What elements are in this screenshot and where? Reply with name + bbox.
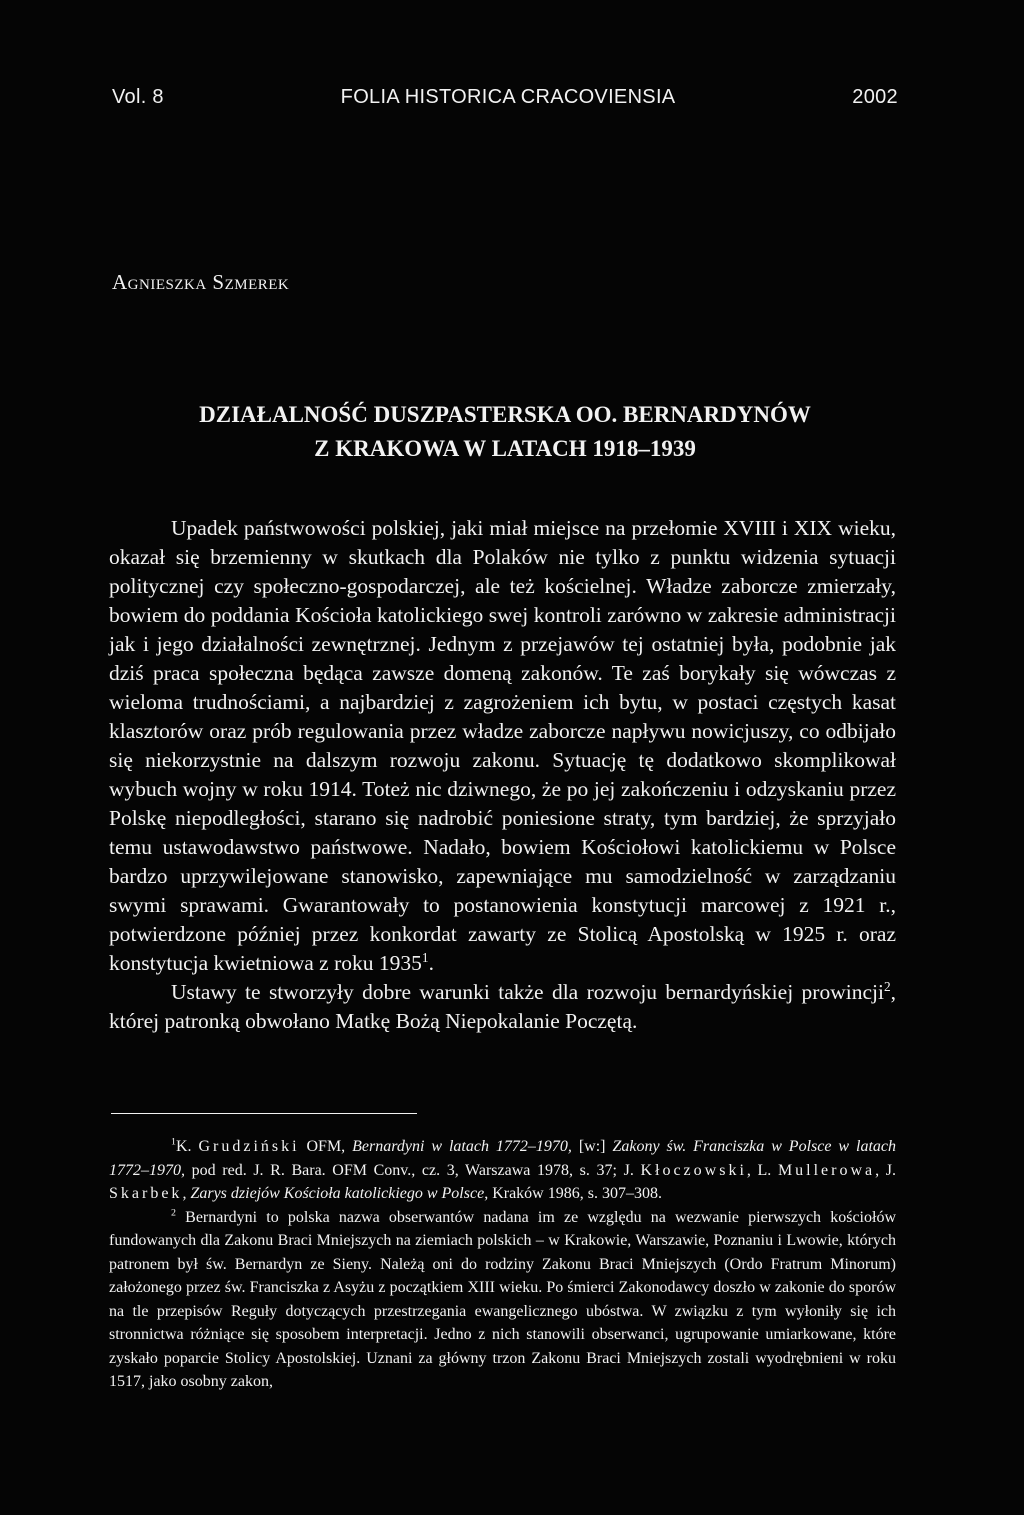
publication-year: 2002 [852,86,898,108]
footnote-separator [111,1113,417,1114]
footnote-1-author-3: Mullerowa [777,1161,876,1179]
footnote-1-work-title-2: Zakony św. Franciszka w Polsce w latach 1772–1970, [109,1138,896,1179]
running-header [112,86,898,109]
footnote-1-text-e: , L. [746,1161,778,1179]
body-paragraph-1 [109,514,896,978]
journal-title: FOLIA HISTORICA CRACOVIENSIA [340,86,676,108]
footnote-1 [109,1135,896,1206]
footnote-1-author-2: Kłoczowski [640,1161,747,1179]
footnote-1-author-4: Skarbek [109,1185,183,1202]
paragraph-2-text-a: Ustawy te stworzyły dobre warunki także dla rozwoju bernardyńskiej prowincji [171,980,884,1004]
footnote-2-number: 2 [171,1207,176,1219]
footnote-1-work-title-3: Zarys dziejów Kościoła katolickiego w Polsce [190,1185,485,1202]
title-line-1: DZIAŁALNOŚĆ DUSZPASTERSKA OO. BERNARDYNÓW [199,402,811,427]
footnote-1-text-b: OFM, [299,1138,353,1155]
footnote-2 [109,1206,896,1394]
title-line-2: Z KRAKOWA W LATACH 1918–1939 [314,436,696,461]
footnote-2-text: Bernardyni to polska nazwa obserwantów nadana im ze względu na wezwanie pierwszych kościołów fundowanych dla Zakonu Braci Mniejszych na ziemiach polskich – w Krakowie, Warszawie, Poznaniu i Lwowie, których patronem był św. Bernardyn ze Sieny. Należą oni do rodziny Zakonu Braci Mniejszych (Ordo Fratrum Minorum) założonego przez św. Franciszka z Asyżu z początkiem XIII wieku. Po śmierci Zakonodawcy doszło w zakonie do sporów na tle przepisów Reguły dotyczących przestrzegania ewangelicznego ubóstwa. W związku z tym wyłoniły się ich stronnictwa różniące się sposobem interpretacji. Jedno z nich stanowili obserwanci, ugrupowanie umiarkowane, które zyskało poparcie Stolicy Apostolskiej. Uznani za główny trzon Zakonu Braci Mniejszych zostali wyodrębnieni w roku 1517, jako osobny zakon, [109,1208,896,1390]
footnotes [109,1135,896,1394]
footnote-1-number: 1 [171,1136,176,1148]
article-title [112,398,898,466]
paragraph-2-text-b: , której patronką obwołano Matkę Bożą Niepokalanie Poczętą. [109,980,896,1033]
volume-label: Vol. 8 [112,86,164,108]
footnote-1-initial: K. [175,1138,199,1155]
article-body [109,514,896,1036]
paragraph-1-end: . [428,951,434,975]
footnote-1-author-1: Grudziński [198,1138,300,1155]
footnote-1-text-c: [w:] [571,1138,613,1155]
author-name: Agnieszka Szmerek [112,270,290,294]
footnote-ref-1: 1 [421,949,429,965]
paragraph-1-text: Upadek państwowości polskiej, jaki miał miejsce na przełomie XVIII i XIX wieku, okazał się brzemienny w skutkach dla Polaków nie tylko z punktu widzenia sytuacji politycznej czy społeczno-gospodarczej, ale też kościelnej. Władze zaborcze zmierzały, bowiem do poddania Kościoła katolickiego swej kontroli zarówno w zakresie administracji jak i jego działalności zewnętrznej. Jednym z przejawów tej ostatniej była, podobnie jak dziś praca społeczna będąca zawsze domeną zakonów. Te zaś borykały się wówczas z wieloma trudnościami, a najbardziej z zagrożeniem ich bytu, w postaci częstych kasat klasztorów oraz prób regulowania przez władze zaborcze napływu nowicjuszy, co odbijało się niekorzystnie na dalszym rozwoju zakonu. Sytuację tę dodatkowo skomplikował wybuch wojny w roku 1914. Toteż nic dziwnego, że po jej zakończeniu i odzyskaniu przez Polskę niepodległości, starano się nadrobić poniesione straty, tym bardziej, że sprzyjało temu ustawodawstwo państwowe. Nadało, bowiem Kościołowi katolickiemu w Polsce bardzo uprzywilejowane stanowisko, zapewniające mu samodzielność w zarządzaniu swymi sprawami. Gwarantowały to postanowienia konstytucji marcowej z 1921 r., potwierdzone później przez konkordat zawarty ze Stolicą Apostolską w 1925 r. oraz konstytucja kwietniowa z roku 1935 [109,516,896,975]
footnote-1-text-h: , Kraków 1986, s. 307–308. [484,1185,662,1202]
footnote-1-text-g: , [182,1185,191,1202]
footnote-ref-2: 2 [883,978,891,994]
body-paragraph-2 [109,978,896,1036]
footnote-1-text-f: , J. [875,1161,896,1179]
footnote-1-text-d: pod red. J. R. Bara. OFM Conv., cz. 3, Warszawa 1978, s. 37; J. [185,1161,641,1179]
footnote-1-work-title-1: Bernardyni w latach 1772–1970, [352,1138,572,1155]
